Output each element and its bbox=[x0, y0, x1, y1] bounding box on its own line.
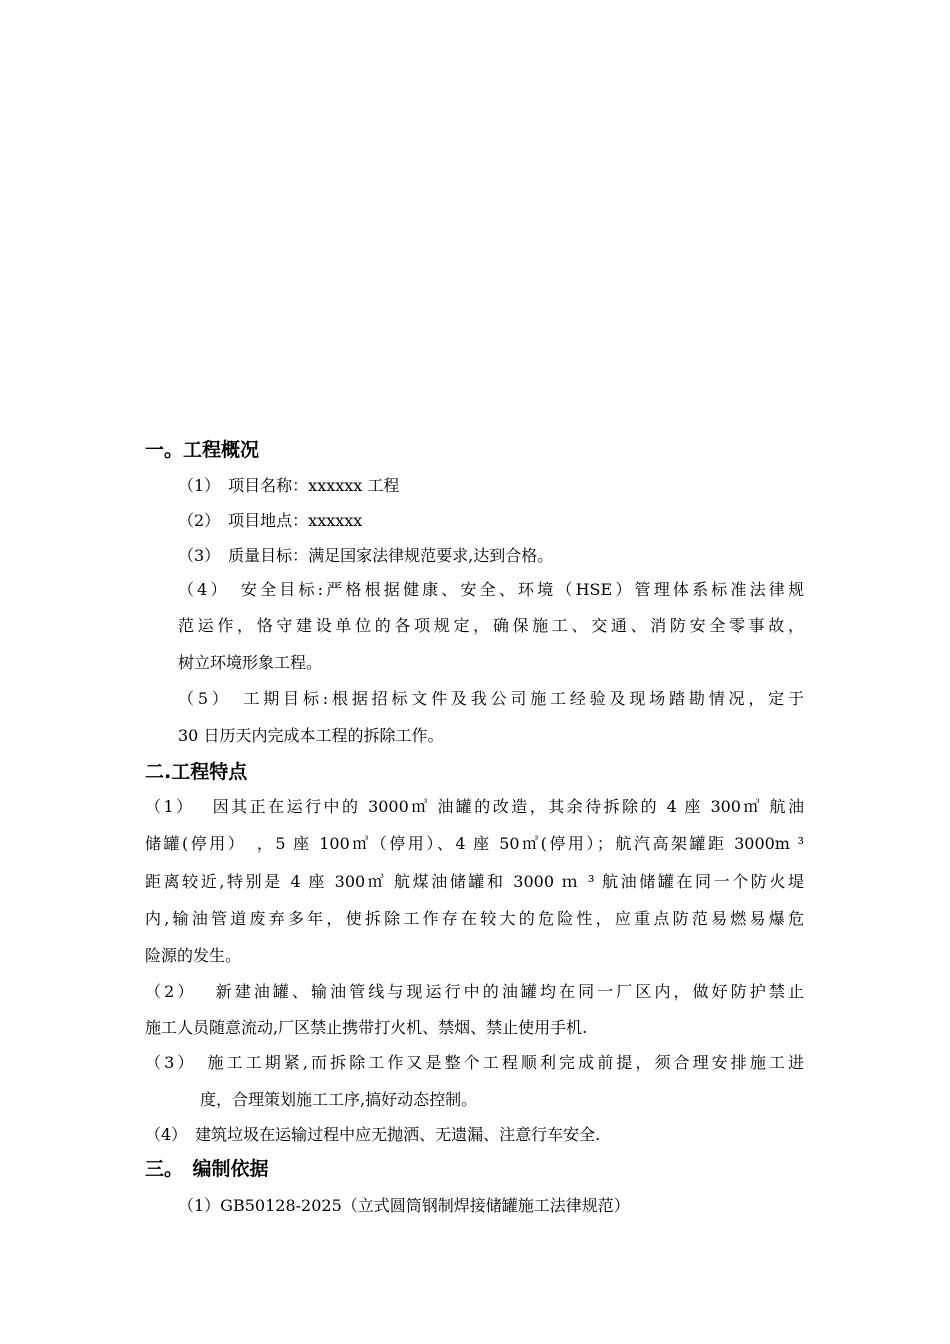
feature-line: （4） 建筑垃圾在运输过程中应无抛洒、无遗漏、注意行车安全. bbox=[145, 1125, 601, 1144]
overview-item-project-location: （2） 项目地点：xxxxxx bbox=[178, 511, 363, 530]
overview-item-safety-goal: （4） 安全目标:严格根据健康、安全、环境（HSE）管理体系标准法律规 bbox=[178, 580, 804, 599]
feature-line: 储罐(停用） ，5 座 100㎥（停用）、4 座 50㎥(停用）；航汽高架罐距 3000m ³ bbox=[145, 834, 804, 853]
section-heading-overview: 一。工程概况 bbox=[145, 439, 260, 461]
feature-line: 内,输油管道废弃多年，使拆除工作存在较大的危险性，应重点防范易燃易爆危 bbox=[145, 909, 804, 928]
overview-item-quality-goal: （3） 质量目标：满足国家法律规范要求,达到合格。 bbox=[178, 546, 554, 565]
feature-line: 度，合理策划施工工序,搞好动态控制。 bbox=[200, 1090, 478, 1109]
feature-line: 距离较近,特别是 4 座 300㎥ 航煤油储罐和 3000 ｍ ³ 航油储罐在同一个防火堤 bbox=[145, 872, 804, 891]
feature-line: （3） 施工工期紧,而拆除工作又是整个工程顺利完成前提，须合理安排施工进 bbox=[145, 1053, 804, 1072]
feature-line: 施工人员随意流动,厂区禁止携带打火机、禁烟、禁止使用手机. bbox=[145, 1018, 588, 1037]
basis-item-gb50128: （1）GB50128-2025（立式圆筒钢制焊接储罐施工法律规范） bbox=[178, 1196, 630, 1215]
overview-item-schedule-goal-cont: 30 日历天内完成本工程的拆除工作。 bbox=[178, 726, 444, 745]
feature-line: 险源的发生。 bbox=[145, 946, 242, 965]
section-heading-basis: 三。 编制依据 bbox=[145, 1158, 269, 1180]
feature-line: （2） 新建油罐、输油管线与现运行中的油罐均在同一厂区内，做好防护禁止 bbox=[145, 982, 804, 1001]
overview-item-safety-goal-end: 树立环境形象工程。 bbox=[178, 653, 323, 672]
overview-item-schedule-goal: （5） 工期目标:根据招标文件及我公司施工经验及现场踏勘情况，定于 bbox=[178, 689, 804, 708]
overview-item-project-name: （1） 项目名称：xxxxxx 工程 bbox=[178, 476, 400, 495]
section-heading-features: 二.工程特点 bbox=[145, 761, 248, 783]
overview-item-safety-goal-cont: 范运作，恪守建设单位的各项规定，确保施工、交通、消防安全零事故， bbox=[178, 616, 804, 635]
feature-line: （1） 因其正在运行中的 3000㎥ 油罐的改造，其余待拆除的 4 座 300㎥ 航油 bbox=[145, 797, 804, 816]
